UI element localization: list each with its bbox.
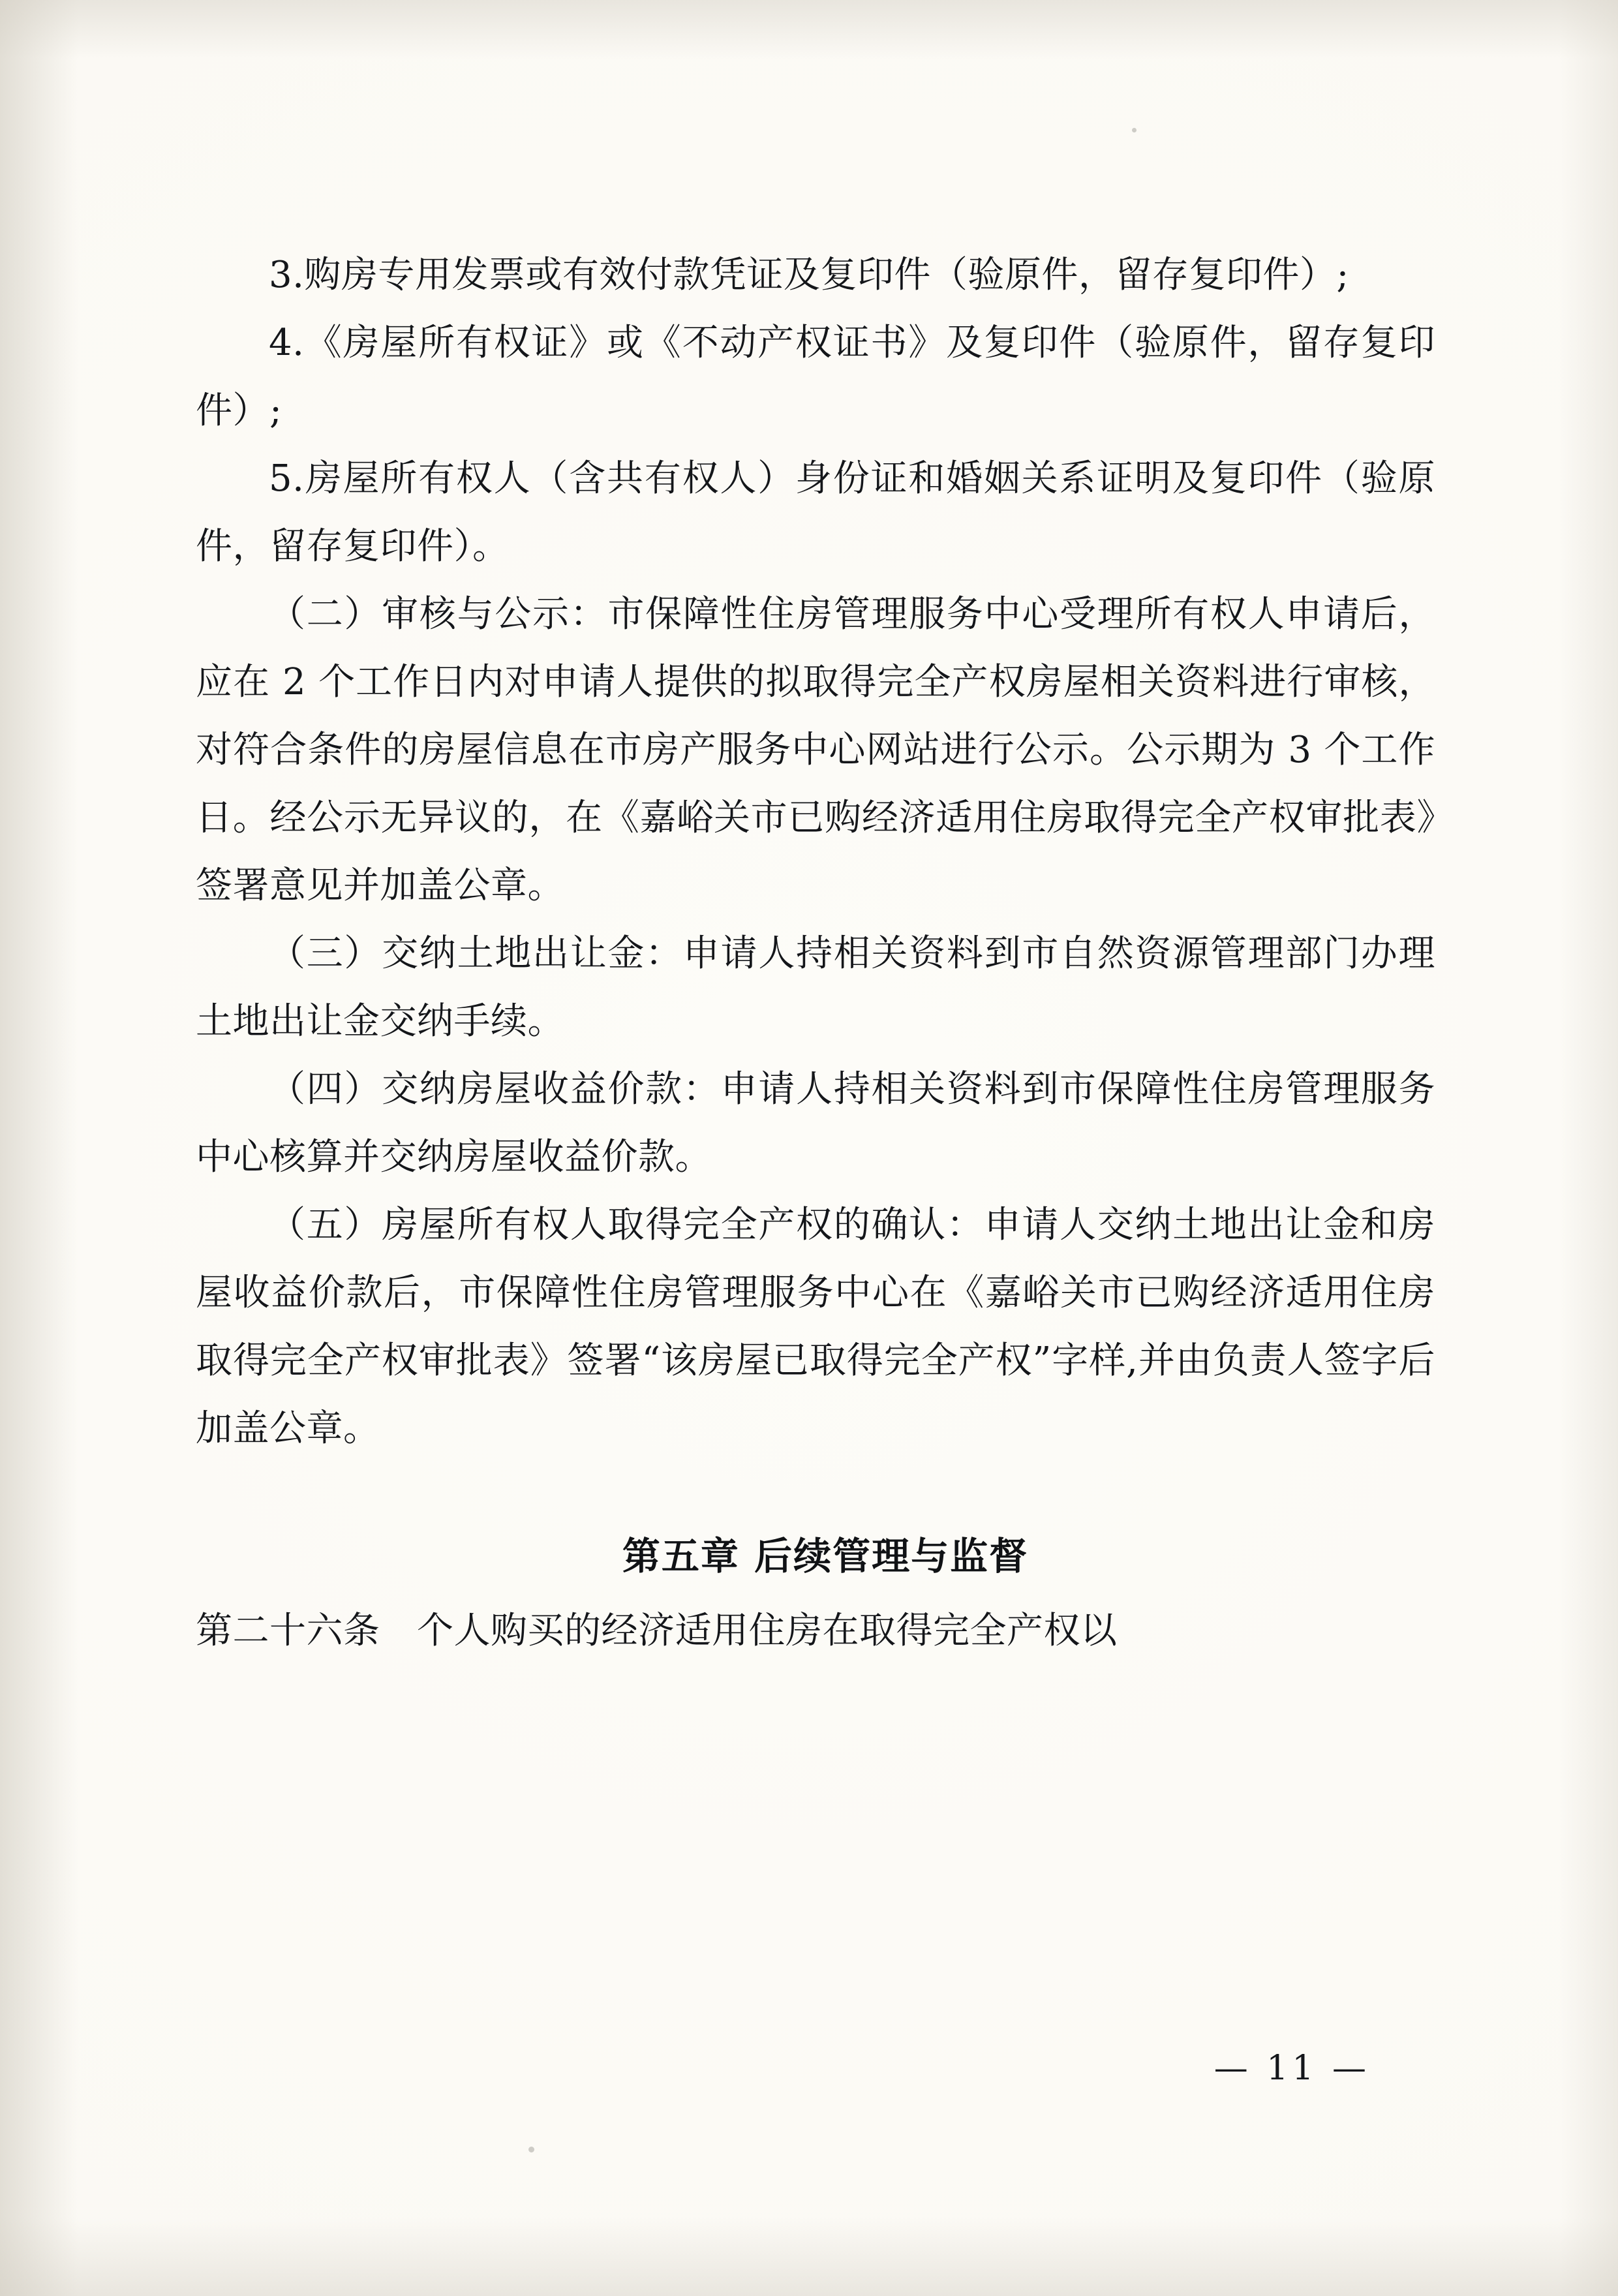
chapter-heading-5: 第五章 后续管理与监督 — [622, 1534, 1029, 1578]
paragraph-item-3: 3.购房专用发票或有效付款凭证及复印件（验原件，留存复印件）; — [269, 254, 1349, 296]
article-26-lead: 第二十六条 个人购买的经济适用住房在取得完全产权以 — [196, 1610, 1118, 1652]
scan-edge-shading-bottom — [0, 2218, 1618, 2296]
document-body — [196, 241, 1435, 1665]
paragraph-section-2-review-and-publicity: （二）审核与公示：市保障性住房管理服务中心受理所有权人申请后，应在 2 个工作日内对申请人提供的拟取得完全产权房屋相关资料进行审核，对符合条件的房屋信息在市房产服务中心网站进行公示。公示期为 3 个工作日。经公示无异议的，在《嘉峪关市已购经济适用住房取得完全产权审批表》签署意见并加盖公章。 — [196, 593, 1435, 907]
paragraph-item-5: 5.房屋所有权人（含共有权人）身份证和婚姻关系证明及复印件（验原件，留存复印件）。 — [196, 457, 1435, 568]
paragraph-section-5-ownership-confirmation: （五）房屋所有权人取得完全产权的确认：申请人交纳土地出让金和房屋收益价款后，市保障性住房管理服务中心在《嘉峪关市已购经济适用住房取得完全产权审批表》签署“该房屋已取得完全产权”字样,并由负责人签字后加盖公章。 — [196, 1204, 1435, 1450]
scan-speckle — [528, 2147, 534, 2152]
paragraph-section-4-housing-income-payment: （四）交纳房屋收益价款：申请人持相关资料到市保障性住房管理服务中心核算并交纳房屋收益价款。 — [196, 1068, 1435, 1178]
paragraph-section-3-land-transfer-fee: （三）交纳土地出让金：申请人持相关资料到市自然资源管理部门办理土地出让金交纳手续。 — [196, 932, 1435, 1043]
scan-speckle — [1132, 128, 1137, 132]
scan-edge-shading-left — [0, 0, 78, 2296]
page-number: — 11 — — [1214, 2049, 1370, 2088]
scan-edge-shading-top — [0, 0, 1618, 59]
paragraph-item-4: 4.《房屋所有权证》或《不动产权证书》及复印件（验原件，留存复印件）; — [196, 322, 1435, 432]
scan-edge-shading-right — [1559, 0, 1618, 2296]
